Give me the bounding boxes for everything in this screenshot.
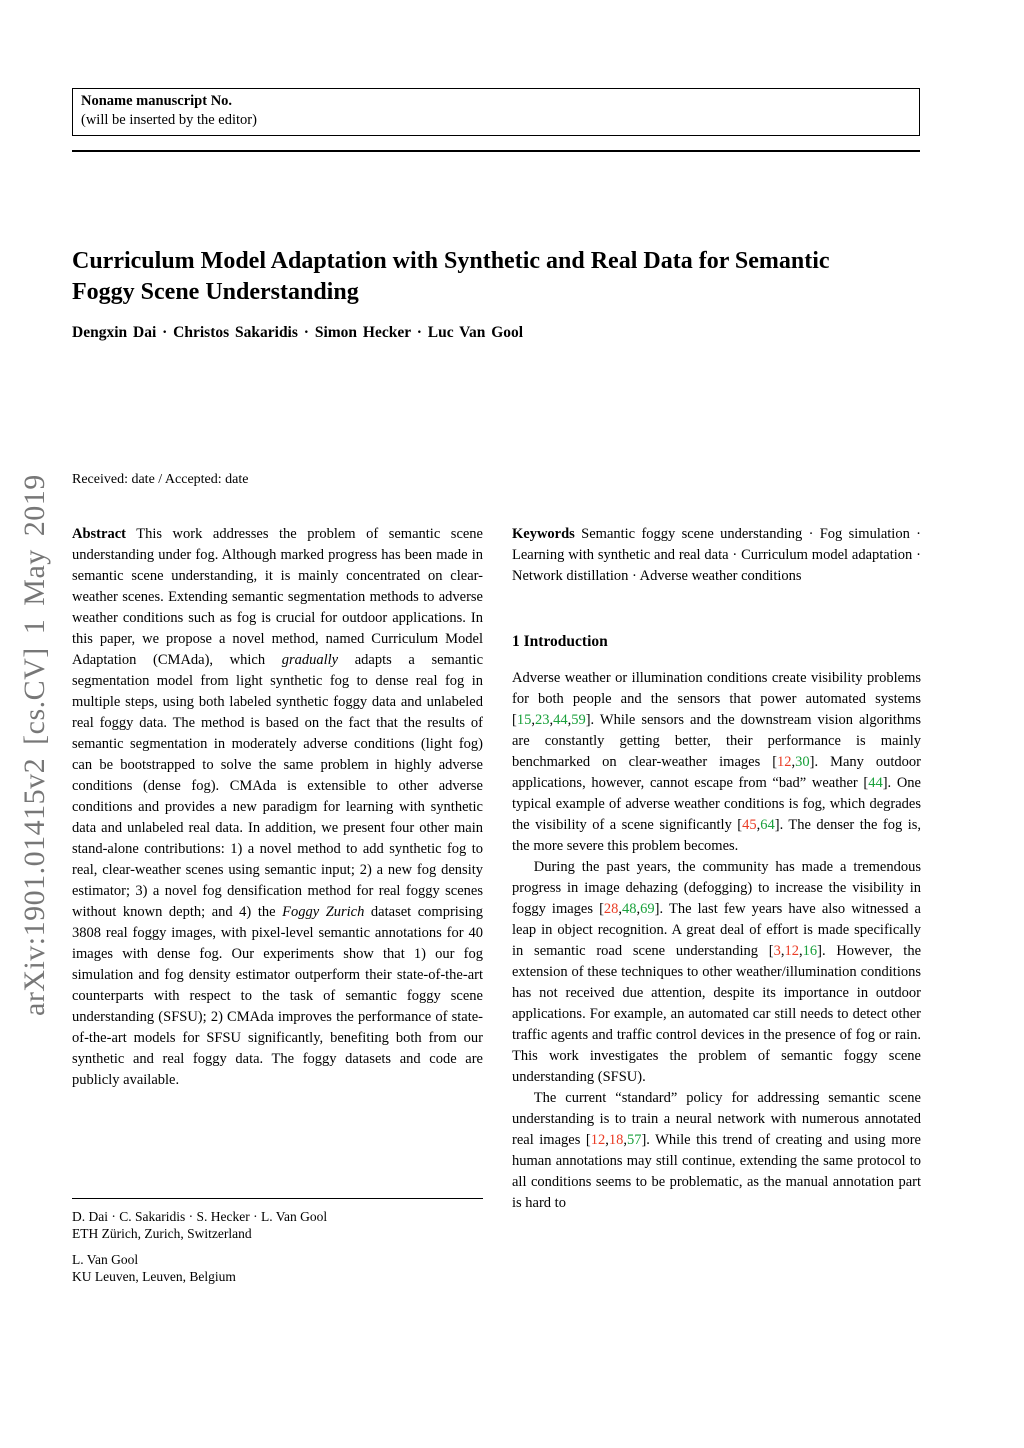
citation-link[interactable]: 16 (802, 943, 818, 959)
authors-line: Dengxin Dai · Christos Sakaridis · Simon Hecker · Luc Van Gool (72, 324, 524, 341)
abstract-section (72, 524, 483, 1091)
text-segment: ]. One typical example of adverse weather conditions is fog, which degrades the visibility of a scene significantly [ (512, 775, 921, 833)
citation-link[interactable]: 12 (590, 1132, 606, 1148)
citation-link[interactable]: 69 (640, 901, 655, 917)
citation-link[interactable]: 15 (516, 712, 532, 728)
citation-link[interactable]: 64 (760, 817, 775, 833)
manuscript-no-line: Noname manuscript No. (81, 93, 233, 109)
footnote-affiliation-line: ETH Zürich, Zurich, Switzerland (72, 1226, 252, 1241)
text-segment: The current “standard” policy for addressing semantic scene understanding is to train a neural network with numerous annotated real images [ (512, 1090, 921, 1148)
footnote-author-line: L. Van Gool (72, 1252, 139, 1267)
citation-link[interactable]: 48 (622, 901, 637, 917)
text-segment: Semantic foggy scene understanding · Fog simulation · Learning with synthetic and real data · Curriculum model adaptation · Network distillation · Adverse weather conditions (512, 526, 921, 584)
left-column (72, 524, 483, 1091)
editor-note-line: (will be inserted by the editor) (81, 112, 257, 128)
citation-link[interactable]: 45 (742, 817, 757, 833)
citation-link[interactable]: 12 (784, 943, 799, 959)
intro-paragraph-1 (512, 668, 921, 857)
keywords-section (512, 524, 921, 587)
abstract-label: Abstract (72, 526, 126, 542)
text-segment: ]. While this trend of creating and using more human annotations may still continue, extending the same protocol to all conditions seems to be problematic, as the manual annotation part is hard to (512, 1132, 921, 1211)
intro-paragraph-2 (512, 857, 921, 1088)
right-column (512, 524, 921, 1214)
text-segment: , (623, 1132, 627, 1148)
text-segment: , (531, 712, 535, 728)
citation-link[interactable]: 44 (553, 712, 568, 728)
manuscript-header-box (72, 88, 920, 136)
citation-link[interactable]: 44 (868, 775, 883, 791)
citation-link[interactable]: 12 (777, 754, 792, 770)
text-segment: Foggy Zurich (282, 904, 365, 920)
citation-link[interactable]: 23 (534, 712, 550, 728)
text-segment: ]. However, the extension of these techniques to other weather/illumination conditions has not received due attention, despite its importance in outdoor applications. For example, an automated car still needs to detect other traffic agents and traffic control devices in the presence of fog or rain. This work investigates the problem of semantic foggy scene understanding (SFSU). (512, 943, 922, 1085)
text-segment: gradually (281, 652, 339, 668)
text-segment: ]. The denser the fog is, the more severe this problem becomes. (512, 817, 922, 854)
received-accepted-line: Received: date / Accepted: date (72, 472, 249, 487)
citation-link[interactable]: 59 (571, 712, 586, 728)
text-segment: adapts a semantic segmentation model from light synthetic fog to dense real fog in multiple steps, using both labeled synthetic foggy data and unlabeled real foggy data. The method is based on the fact that the results of semantic segmentation in moderately adverse conditions (light fog) can be bootstrapped to solve the same problem in highly adverse conditions (dense fog). CMAda is extensible to other adverse conditions and provides a new paradigm for learning with synthetic data and unlabeled real data. In addition, we present four other main stand-alone contributions: 1) a novel method to add synthetic fog to real, clear-weather scenes using semantic input; 2) a new fog density estimator; 3) a novel fog densification method for real foggy scenes without known depth; and 4) the (72, 652, 483, 920)
citation-link[interactable]: 18 (608, 1132, 624, 1148)
footnote-block-kuleuven (72, 1251, 483, 1285)
text-segment: ]. Many outdoor applications, however, cannot escape from “bad” weather [ (512, 754, 922, 791)
abstract-text (72, 526, 483, 1088)
arxiv-watermark: arXiv:1901.01415v2 [cs.CV] 1 May 2019 (18, 474, 51, 1016)
text-segment: This work addresses the problem of semantic scene understanding under fog. Although marked progress has been made in semantic scene understanding, it is mainly concentrated on clear-weather scenes. Extending semantic segmentation methods to adverse weather conditions such as fog is crucial for outdoor applications. In this paper, we propose a novel method, named Curriculum Model Adaptation (CMAda), which (72, 526, 483, 668)
text-segment: , (549, 712, 554, 728)
text-segment: , (798, 943, 803, 959)
keywords-paragraph (512, 524, 921, 587)
keywords-label: Keywords (512, 526, 575, 542)
section-heading-introduction: 1 Introduction (512, 633, 608, 650)
paper-title: Curriculum Model Adaptation with Synthetic and Real Data for Semantic Foggy Scene Understanding (72, 248, 830, 306)
text-segment: , (780, 943, 785, 959)
footnote-block-eth (72, 1208, 483, 1242)
citation-link[interactable]: 57 (626, 1132, 642, 1148)
text-segment: , (605, 1132, 609, 1148)
text-segment: dataset comprising 3808 real foggy images, with pixel-level semantic annotations for 40 images with dense fog. Our experiments show that 1) our fog simulation and fog density estimator outperform their state-of-the-art counterparts with respect to the task of semantic foggy scene understanding (SFSU); 2) CMAda improves the performance of state-of-the-art models for SFSU significantly, benefiting both from our synthetic and real foggy data. The foggy datasets and code are publicly available. (72, 904, 483, 1088)
text-segment: ]. The last few years have also witnessed a leap in object recognition. A great deal of effort is made specifically in semantic road scene understanding [ (512, 901, 921, 959)
footnote-affiliation-line-2: KU Leuven, Leuven, Belgium (72, 1269, 236, 1284)
text-segment: During the past years, the community has made a tremendous progress in image dehazing (defogging) to increase the visibility in foggy images [ (512, 859, 921, 917)
citation-link[interactable]: 30 (795, 754, 810, 770)
text-segment: , (756, 817, 761, 833)
header-rule (72, 150, 920, 152)
citation-link[interactable]: 28 (603, 901, 619, 917)
footnote-authors-line: D. Dai · C. Sakaridis · S. Hecker · L. Van Gool (72, 1209, 328, 1224)
intro-paragraph-3 (512, 1088, 921, 1214)
text-segment: , (791, 754, 796, 770)
citation-link[interactable]: 3 (773, 943, 781, 959)
abstract-paragraph (72, 524, 483, 1091)
text-segment: , (567, 712, 572, 728)
footnote-affiliations (72, 1198, 483, 1285)
text-segment: ]. While sensors and the downstream vision algorithms are constantly getting better, their performance is mainly benchmarked on clear-weather images [ (512, 712, 921, 770)
text-segment: , (618, 901, 623, 917)
text-segment: Adverse weather or illumination conditions create visibility problems for both people and the sensors that power automated systems [ (512, 670, 921, 728)
text-segment: , (636, 901, 641, 917)
